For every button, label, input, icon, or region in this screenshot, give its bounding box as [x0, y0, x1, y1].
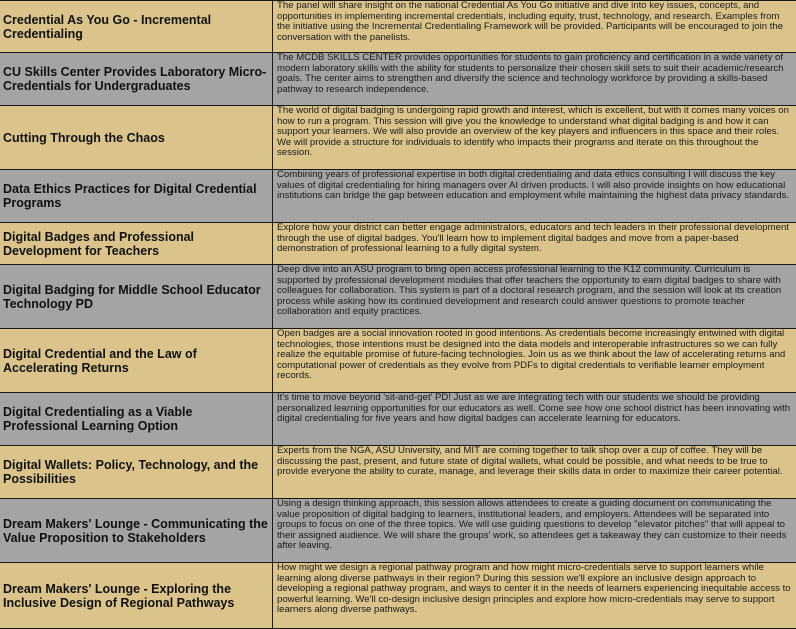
session-description: The world of digital badging is undergoing rapid growth and interest, which is excellent, but with it comes many voices on how to run a program. This session will give you the knowledge to understand what digital badging is and how it can support your learners. We will also provide an overview of the key players and influencers in this space and their roles. We will provide a structure for individuals to identify who impacts their programs and iterate on this throughout the session.: [277, 106, 789, 159]
session-row: [0, 265, 796, 329]
session-row: [0, 499, 796, 563]
session-description: Open badges are a social innovation rooted in good intentions. As credentials become increasingly entwined with digital technologies, those intentions must be designed into the data models and interoperable infrastructures so we can fully realize the equitable promise of future-facing technologies. Join us as we think about the law of accelerating returns and computational power of credentials as they evolve from PDFs to digital credentials to verifiable learner employment records.: [277, 329, 786, 382]
session-description: It's time to move beyond 'sit-and-get' PD! Just as we are integrating tech with our students we should be providing personalized learning opportunities for our educators as well. Come see how one school district has been innovating with digital credentialing for five years and how digital badges can accelerate learning for educators.: [277, 393, 791, 425]
session-row: [0, 329, 796, 393]
session-description: The panel will share insight on the national Credential As You Go initiative and dive into key issues, concepts, and opportunities in implementing incremental credentials, including equity, trust, technology, and research. Examples from the initiative using the Incremental Credentialing Framework will be provided. Participants will be encouraged to join the conversation with the panelists.: [277, 1, 784, 43]
session-title: Digital Badging for Middle School Educator Technology PD: [0, 265, 273, 328]
session-row: [0, 170, 796, 223]
session-row: [0, 1, 796, 53]
session-title: Credential As You Go - Incremental Credentialing: [0, 1, 273, 52]
session-row: [0, 393, 796, 446]
session-title: Digital Badges and Professional Development for Teachers: [0, 223, 273, 264]
session-description: The MCDB SKILLS CENTER provides opportunities for students to gain proficiency and certification in a wide variety of modern laboratory skills with the ability for students to personalize their chosen skill sets to suit their academic/research goals. The center aims to strengthen and diversify the science and technology workforce by providing a skills-based pathway to research independence.: [277, 53, 784, 95]
session-title: Digital Credentialing as a Viable Professional Learning Option: [0, 393, 273, 445]
session-row: [0, 53, 796, 106]
session-title: Data Ethics Practices for Digital Credential Programs: [0, 170, 273, 222]
session-row: [0, 223, 796, 265]
session-row: [0, 106, 796, 170]
session-description: Deep dive into an ASU program to bring open access professional learning to the K12 community. Curriculum is supported by professional development modules that offer teachers the opportunity to earn digital badges to share with colleagues for collaboration. This system is part of a doctoral research program, and the session will look at its creation process while asking how its continued development and research could answer questions to promote teacher collaboration and equity practices.: [277, 265, 782, 318]
session-description: Combining years of professional expertise in both digital credentialing and data ethics consulting I will discuss the key values of digital credentialing for hiring managers over AI driven products. I will also provide insights on how educational institutions can bridge the gap between education and employment while maintaining the highest data privacy standards.: [277, 170, 789, 202]
session-description: Experts from the NGA, ASU University, and MIT are coming together to talk shop over a cup of coffee. They will be discussing the past, present, and future state of digital wallets, what could be possible, and what needs to be true to provide everyone the ability to curate, manage, and leverage their skills data in order to maximize their career potential.: [277, 446, 783, 478]
session-description: How might we design a regional pathway program and how might micro-credentials serve to support learners while learning along diverse pathways in their region? During this session we'll explore an inclusive design approach to developing a regional pathway program, and ways to center it in the needs of learners experiencing inequitable access to powerful learning. We'll co-design inclusive design principles and explore how micro-credentials may serve to support learners along diverse pathways.: [277, 563, 791, 616]
session-title: CU Skills Center Provides Laboratory Micro-Credentials for Undergraduates: [0, 53, 273, 105]
session-title: Cutting Through the Chaos: [0, 106, 273, 169]
session-title: Digital Credential and the Law of Accelerating Returns: [0, 329, 273, 392]
session-row: [0, 446, 796, 499]
session-row: [0, 563, 796, 629]
session-description: Explore how your district can better engage administrators, educators and tech leaders in their professional development through the use of digital badges. You'll learn how to implement digital badges and move from a paper-based demonstration of professional learning to a fully digital system.: [277, 223, 789, 255]
session-description: Using a design thinking approach, this session allows attendees to create a guiding document on communicating the value proposition of digital badging to learners, institutional leaders, and employers. Attendees will be separated into groups to focus on one of the three topics. We will use guiding questions to develop "elevator pitches" that will appeal to their assigned audience. We will share the groups' work, so attendees get a takeaway they can customize to their needs after leaving.: [277, 499, 787, 552]
session-title: Digital Wallets: Policy, Technology, and the Possibilities: [0, 446, 273, 498]
session-title: Dream Makers' Lounge - Exploring the Inclusive Design of Regional Pathways: [0, 563, 273, 628]
session-title: Dream Makers' Lounge - Communicating the Value Proposition to Stakeholders: [0, 499, 273, 562]
